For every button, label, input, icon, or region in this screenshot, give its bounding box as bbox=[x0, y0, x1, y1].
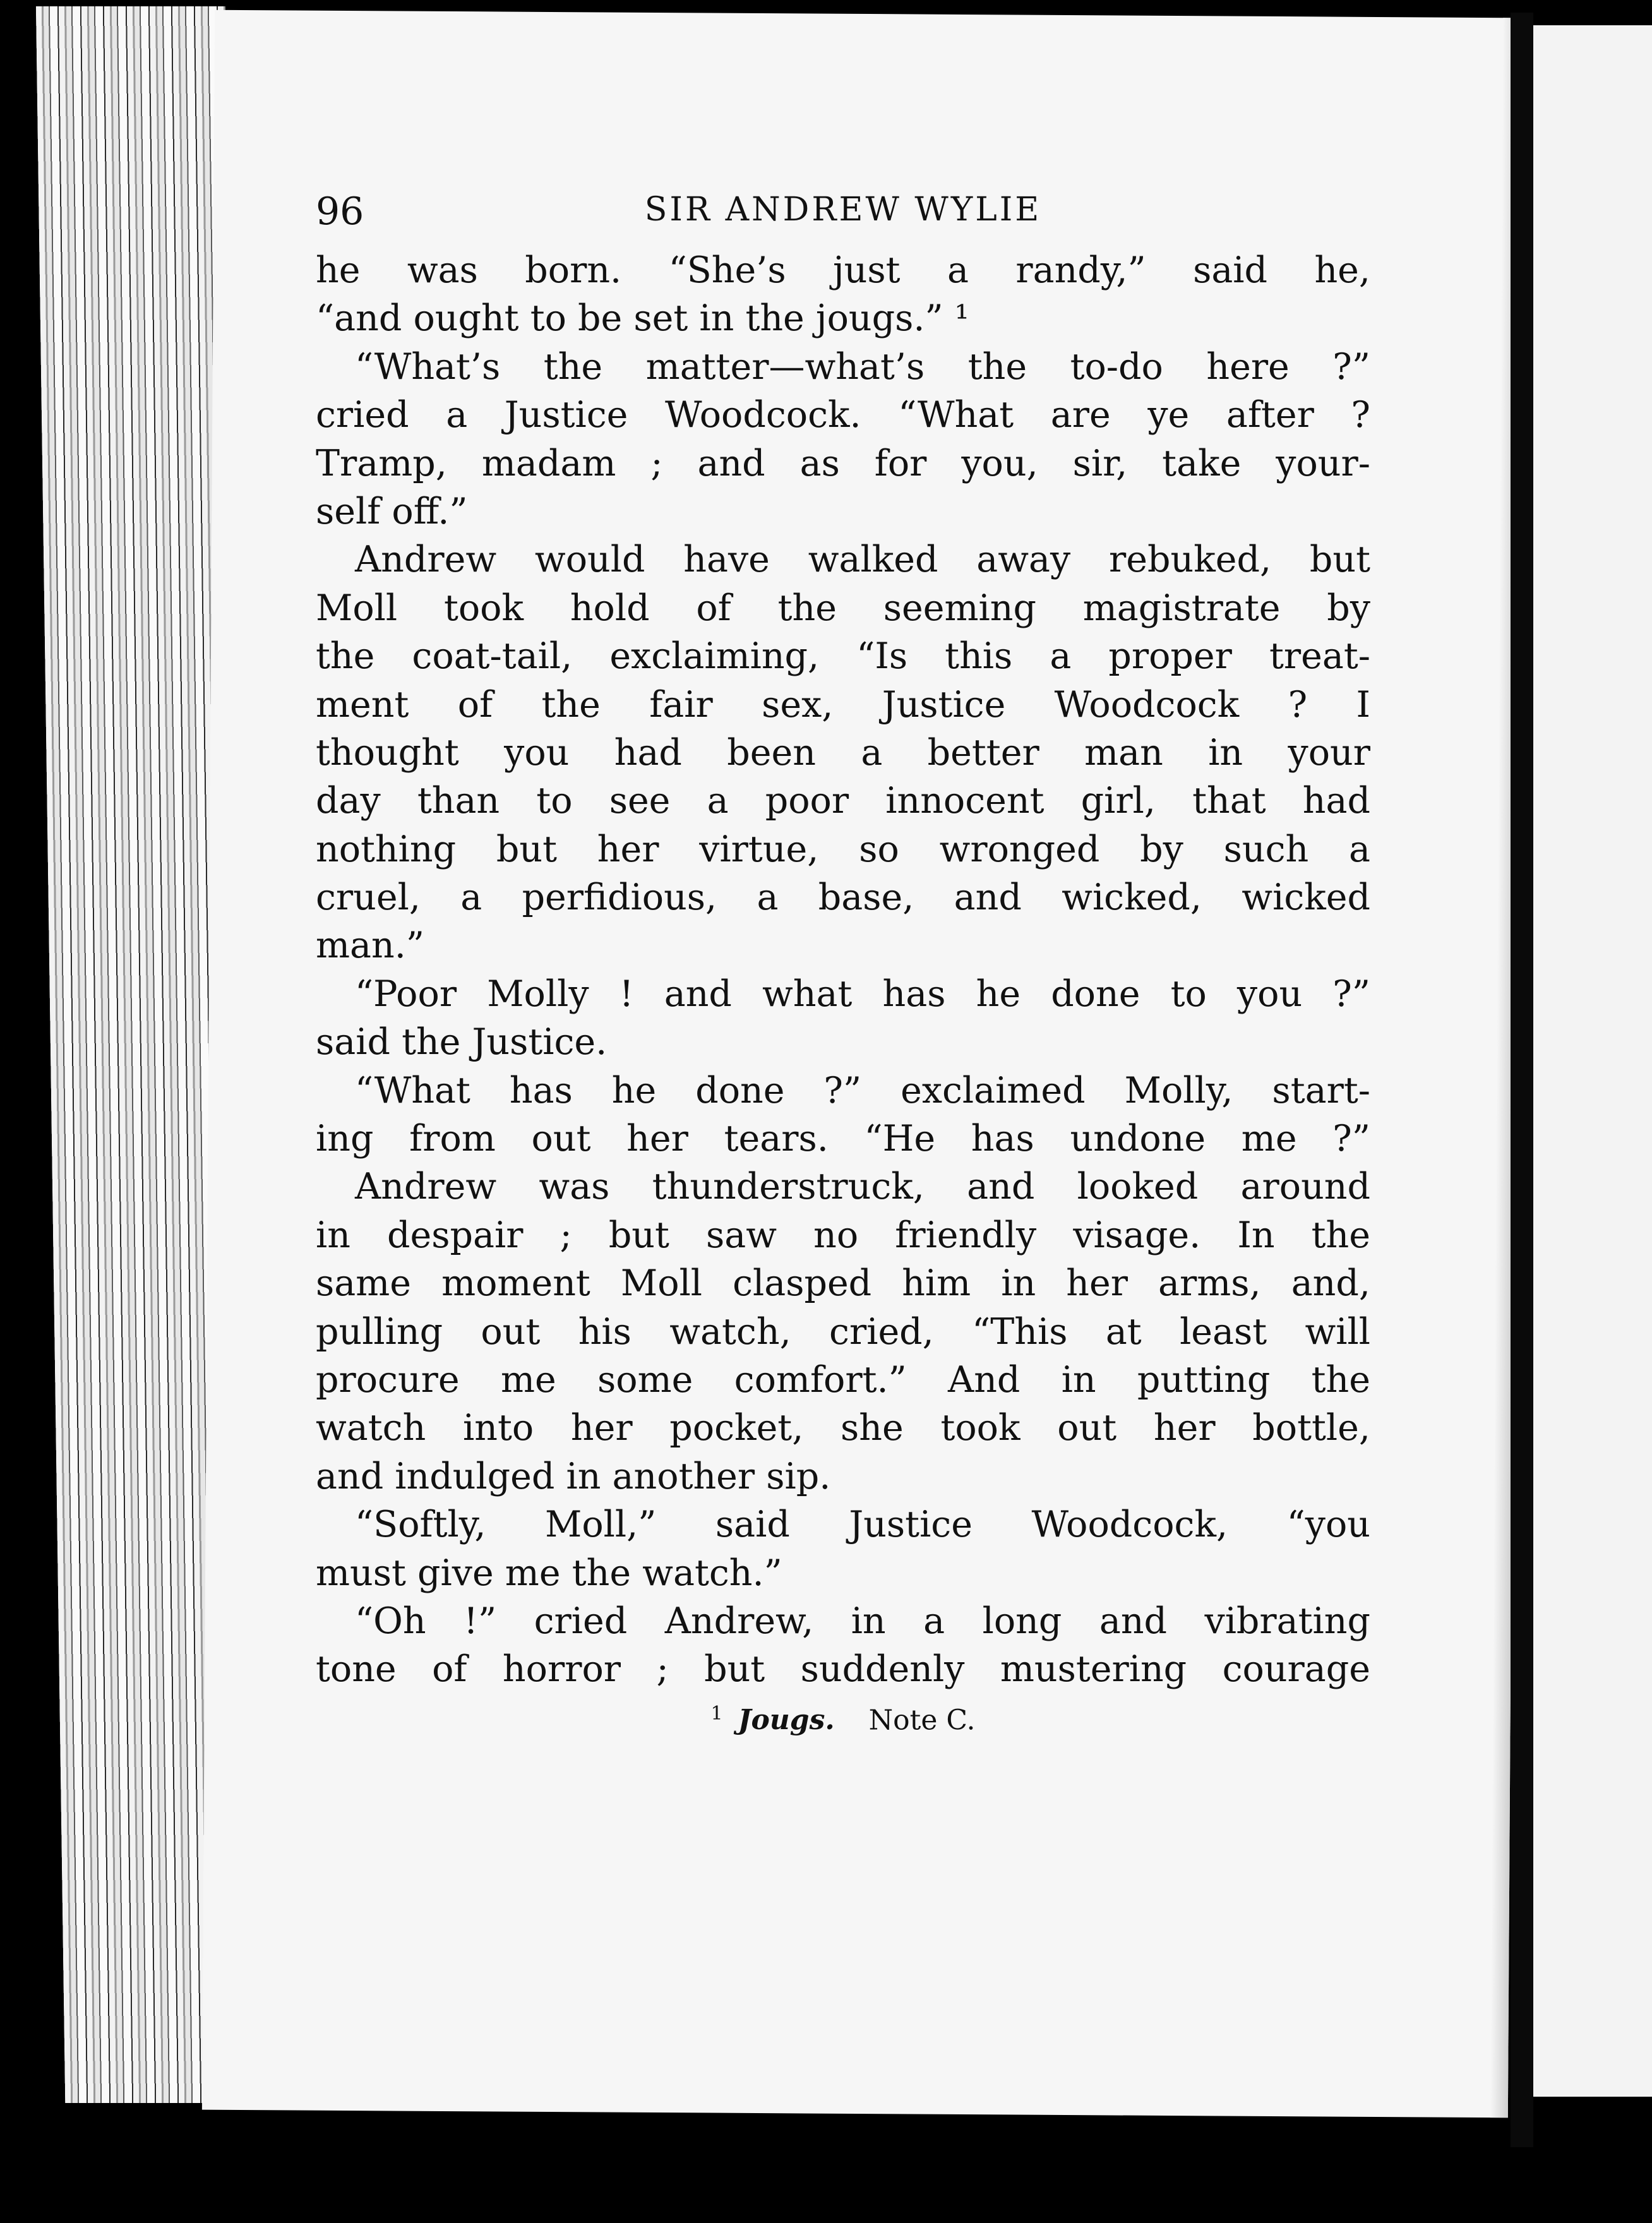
text-line: nothing but her virtue, so wronged by such a bbox=[316, 828, 1370, 870]
text-line: in despair ; but saw no friendly visage. In the bbox=[316, 1214, 1370, 1256]
body-text bbox=[316, 246, 1370, 1694]
text-line: Moll took hold of the seeming magistrate by bbox=[316, 587, 1370, 629]
text-line: day than to see a poor innocent girl, that had bbox=[316, 780, 1370, 822]
text-line: Tramp, madam ; and as for you, sir, take your- bbox=[316, 442, 1370, 484]
text-line: pulling out his watch, cried, “This at least will bbox=[316, 1310, 1370, 1353]
text-line: Andrew would have walked away rebuked, but bbox=[355, 539, 1370, 581]
text-line: and indulged in another sip. bbox=[316, 1455, 831, 1497]
footnote-term: Jougs. bbox=[738, 1704, 835, 1737]
text-line: man.” bbox=[316, 925, 425, 967]
text-line: “What has he done ?” exclaimed Molly, start- bbox=[355, 1069, 1370, 1112]
text-line: must give me the watch.” bbox=[316, 1552, 782, 1594]
text-line: “Poor Molly ! and what has he done to you ?” bbox=[355, 973, 1370, 1015]
footnote-marker: 1 bbox=[710, 1702, 723, 1725]
text-line: “Oh !” cried Andrew, in a long and vibrating bbox=[355, 1600, 1370, 1642]
text-line: he was born. “She’s just a randy,” said he, bbox=[316, 249, 1370, 291]
footnote-text: Note C. bbox=[868, 1704, 976, 1737]
book-gutter bbox=[1511, 13, 1533, 2147]
text-line: “What’s the matter—what’s the to-do here ?” bbox=[355, 345, 1370, 388]
running-title: SIR ANDREW WYLIE bbox=[644, 191, 1042, 229]
text-line: cruel, a perfidious, a base, and wicked, wicked bbox=[316, 877, 1370, 919]
text-line: procure me some comfort.” And in putting the bbox=[316, 1358, 1370, 1401]
footnote bbox=[316, 1703, 1370, 1737]
page-number: 96 bbox=[316, 189, 364, 234]
page-text-block bbox=[316, 177, 1370, 1736]
text-line: tone of horror ; but suddenly mustering courage bbox=[316, 1648, 1370, 1691]
text-line: cried a Justice Woodcock. “What are ye after ? bbox=[316, 394, 1370, 436]
text-line: ment of the fair sex, Justice Woodcock ? I bbox=[316, 683, 1370, 726]
text-line: “Softly, Moll,” said Justice Woodcock, “you bbox=[355, 1504, 1370, 1546]
text-line: self off.” bbox=[316, 490, 468, 532]
text-line: the coat-tail, exclaiming, “Is this a proper treat- bbox=[316, 635, 1370, 678]
running-head bbox=[316, 177, 1370, 246]
text-line: Andrew was thunderstruck, and looked around bbox=[355, 1166, 1370, 1208]
text-line: said the Justice. bbox=[316, 1021, 608, 1064]
text-line: “and ought to be set in the jougs.” ¹ bbox=[316, 297, 969, 340]
text-line: watch into her pocket, she took out her bottle, bbox=[316, 1407, 1370, 1449]
text-line: ing from out her tears. “He has undone me ?” bbox=[316, 1118, 1370, 1160]
text-line: same moment Moll clasped him in her arms, and, bbox=[316, 1262, 1370, 1305]
facing-page-edge bbox=[1533, 25, 1652, 2097]
text-line: thought you had been a better man in your bbox=[316, 731, 1370, 774]
